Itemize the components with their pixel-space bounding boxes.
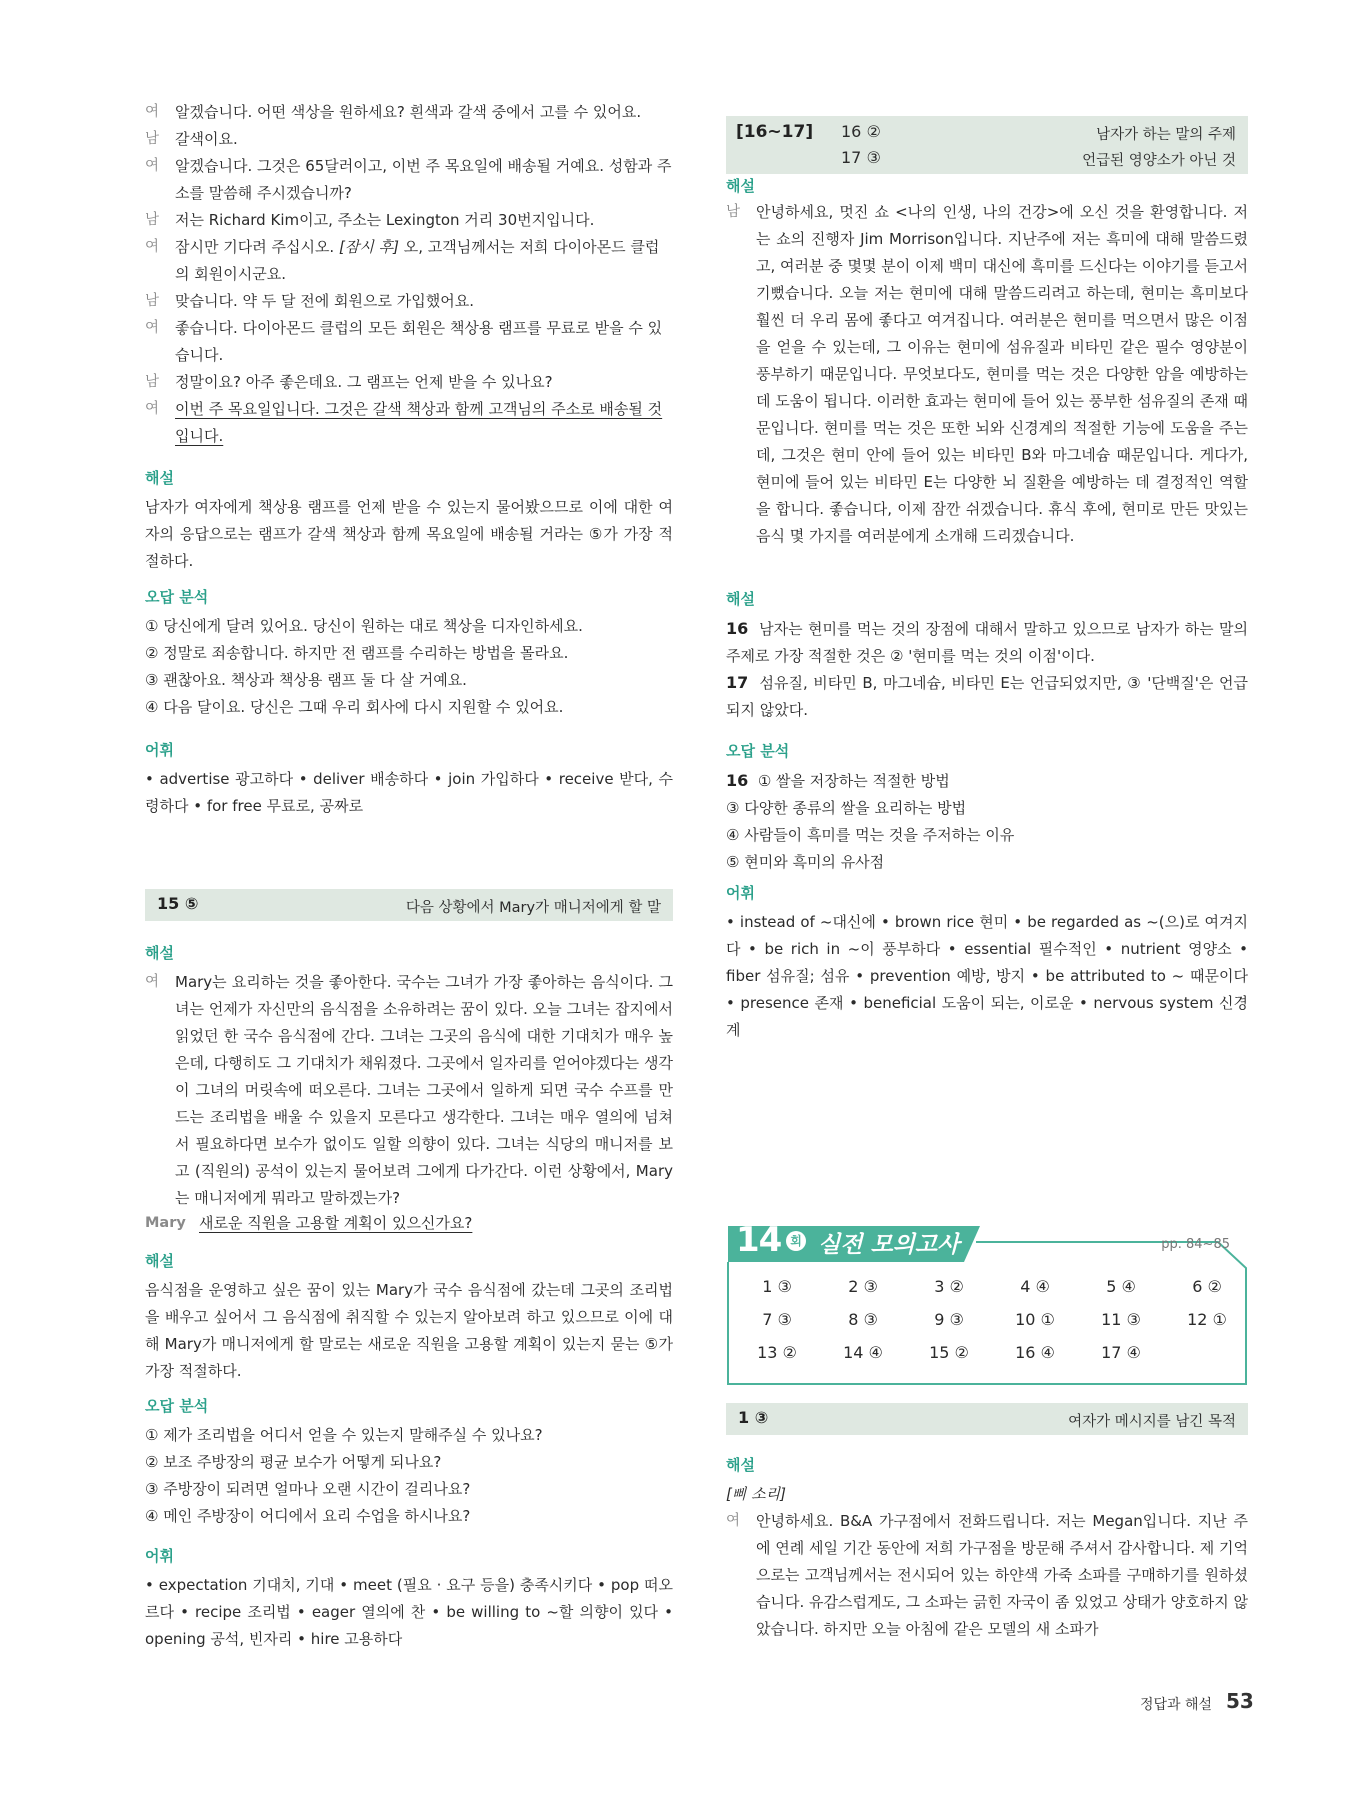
answer-row: 1 ③ 2 ③ 3 ② 4 ④ 5 ④ 6 ② — [762, 1277, 1222, 1296]
question-bar-16-17: [16~17] 16 ② 남자가 하는 말의 주제 17 ③ 언급된 영양소가 아닌 것 — [726, 116, 1248, 174]
section-label-haeseol: 해설 — [726, 590, 755, 608]
dialogue-line: 여 잠시만 기다려 주십시오. [잠시 후] 오, 고객님께서는 저희 다이아몬드 클럽의 회원이시군요. — [145, 238, 660, 283]
list-item: ① 제가 조리법을 어디서 얻을 수 있는지 말해주실 수 있나요? — [145, 1426, 543, 1444]
section-label-vocab: 어휘 — [145, 741, 174, 759]
dialogue-line: 남 맞습니다. 약 두 달 전에 회원으로 가입했어요. — [145, 292, 474, 310]
dialogue-line: 남 갈색이요. — [145, 130, 238, 148]
vocab-text: • expectation 기대치, 기대 • meet (필요 · 요구 등을) 충족시키다 • pop 떠오르다 • recipe 조리법 • eager 열의에 찬 • be willing to ~할 의향이 있다 • opening 공석, 빈자리 • hire 고용하다 — [145, 1576, 673, 1648]
test-pages: pp. 84~85 — [1161, 1237, 1230, 1252]
section-label-haeseol: 해설 — [145, 1252, 174, 1270]
section-label-haeseol: 해설 — [726, 1456, 755, 1474]
section-label-haeseol: 해설 — [145, 944, 174, 962]
dialogue-line: 남 정말이요? 아주 좋은데요. 그 램프는 언제 받을 수 있나요? — [145, 373, 553, 391]
message-text: 여 안녕하세요. B&A 가구점에서 전화드립니다. 저는 Megan입니다. 지난 주에 연례 세일 기간 동안에 저희 가구점을 방문해 주셔서 감사합니다. 제 기억으로는 고객님께서는 전시되어 있는 하얀색 가죽 소파를 구매하기를 원하셨습니다. 유감스럽게도, 그 소파는 긁힌 자국이 좀 있었고 상태가 양호하지 않았습니다. 하지만 오늘 아침에 같은 모델의 새 소파가 — [726, 1512, 1248, 1638]
list-item: ① 당신에게 달려 있어요. 당신이 원하는 대로 책상을 디자인하세요. — [145, 617, 583, 635]
sound-cue: [삐 소리] — [726, 1485, 786, 1503]
dialogue-line-answer: 여 이번 주 목요일입니다. 그것은 갈색 책상과 함께 고객님의 주소로 배송될 것입니다. — [145, 400, 663, 445]
explanation-text: 남자가 여자에게 책상용 램프를 언제 받을 수 있는지 물어봤으므로 이에 대한 여자의 응답으로는 램프가 갈색 책상과 함께 목요일에 배송될 거라는 ⑤가 가장 적절하다. — [145, 498, 673, 570]
footer-label: 정답과 해설 — [1140, 1697, 1213, 1713]
list-item: ④ 사람들이 흑미를 먹는 것을 주저하는 이유 — [726, 826, 1015, 844]
vocab-text: • instead of ~대신에 • brown rice 현미 • be regarded as ~(으)로 여겨지다 • be rich in ~이 풍부하다 • essential 필수적인 • nutrient 영양소 • fiber 섬유질; 섬유 • prevention 예방, 방지 • be attributed to ~ 때문이다 • presence 존재 • beneficial 도움이 되는, 이로운 • nervous system 신경계 — [726, 913, 1248, 1039]
vocab-text: • advertise 광고하다 • deliver 배송하다 • join 가입하다 • receive 받다, 수령하다 • for free 무료로, 공짜로 — [145, 770, 673, 815]
dialogue-line: 남 저는 Richard Kim이고, 주소는 Lexington 거리 30번지입니다. — [145, 211, 595, 229]
explanation-17: 17 섬유질, 비타민 B, 마그네슘, 비타민 E는 언급되었지만, ③ '단백질'은 언급되지 않았다. — [726, 673, 1248, 719]
list-item: 16 ① 쌀을 저장하는 적절한 방법 — [726, 771, 950, 790]
test-hoe-badge: 회 — [786, 1231, 806, 1251]
list-item: ④ 메인 주방장이 어디에서 요리 수업을 하시나요? — [145, 1507, 471, 1525]
answer-key-box — [726, 1222, 1248, 1386]
question-bar-15: 15 ⑤ 다음 상황에서 Mary가 매니저에게 할 말 — [145, 889, 673, 921]
wrong-answer-list — [145, 613, 673, 721]
page-number: 53 — [1226, 1689, 1254, 1713]
section-label-vocab: 어휘 — [145, 1547, 174, 1565]
explanation-text: 음식점을 운영하고 싶은 꿈이 있는 Mary가 국수 음식점에 갔는데 그곳의 조리법을 배우고 싶어서 그 음식점에 취직할 수 있는지 알아보려 하고 있으므로 이에 대해 Mary가 매니저에게 할 말로는 새로운 직원을 고용할 계획이 있는지 묻는 ⑤가 가장 적절하다. — [145, 1281, 673, 1380]
section-label-odap: 오답 분석 — [145, 1397, 209, 1415]
list-item: ③ 다양한 종류의 쌀을 요리하는 방법 — [726, 799, 967, 817]
list-item: ② 정말로 죄송합니다. 하지만 전 램프를 수리하는 방법을 몰라요. — [145, 644, 569, 662]
list-item: ③ 괜찮아요. 책상과 책상용 램프 둘 다 살 거예요. — [145, 671, 467, 689]
section-label-haeseol: 해설 — [726, 177, 755, 195]
answer-row: 13 ② 14 ④ 15 ② 16 ④ 17 ④ — [757, 1343, 1141, 1362]
list-item: ③ 주방장이 되려면 얼마나 오랜 시간이 걸리나요? — [145, 1480, 471, 1498]
dialogue-line: 여 좋습니다. 다이아몬드 클럽의 모든 회원은 책상용 램프를 무료로 받을 수 있습니다. — [145, 319, 663, 364]
section-label-vocab: 어휘 — [726, 884, 755, 902]
dialogue-line: 여 알겠습니다. 그것은 65달러이고, 이번 주 목요일에 배송될 거예요. 성함과 주소를 말씀해 주시겠습니까? — [145, 157, 672, 202]
explanation-16: 16 남자는 현미를 먹는 것의 장점에 대해서 말하고 있으므로 남자가 하는 말의 주제로 가장 적절한 것은 ② '현미를 먹는 것의 이점'이다. — [726, 619, 1248, 665]
speech: 남 안녕하세요, 멋진 쇼 <나의 인생, 나의 건강>에 오신 것을 환영합니다. 저는 쇼의 진행자 Jim Morrison입니다. 지난주에 저는 흑미에 대해 말씀드렸고, 여러분 중 몇몇 분이 이제 백미 대신에 흑미를 드신다는 이야기를 듣고서 기뻤습니다. 오늘 저는 현미에 대해 말씀드리려고 하는데, 현미는 흑미보다 훨씬 더 우리 몸에 좋다고 여겨집니다. 여러분은 현미를 먹으면서 많은 이점을 얻을 수 있는데, 그 이유는 현미에 섬유질과 비타민 같은 필수 영양분이 풍부하기 때문입니다. 무엇보다도, 현미를 먹는 것은 다양한 암을 예방하는 데 도움이 됩니다. 이러한 효과는 현미에 들어 있는 풍부한 섬유질의 존재 때문입니다. 현미를 먹는 것은 또한 뇌와 신경계의 적절한 기능에 도움을 주는데, 그것은 현미 안에 들어 있는 비타민 B와 마그네슘 때문입니다. 게다가, 현미에 들어 있는 비타민 E는 다양한 뇌 질환을 예방하는 데 결정적인 역할을 합니다. 좋습니다, 이제 잠깐 쉬겠습니다. 휴식 후에, 현미로 만든 맛있는 음식 몇 가지를 여러분에게 소개해 드리겠습니다. — [726, 203, 1248, 545]
test-number: 14 — [736, 1220, 782, 1260]
wrong-answer-list — [145, 1422, 673, 1530]
mary-answer: Mary 새로운 직원을 고용할 계획이 있으신가요? — [145, 1214, 473, 1232]
section-label-odap: 오답 분석 — [145, 588, 209, 606]
answer-row: 7 ③ 8 ③ 9 ③ 10 ① 11 ③ 12 ① — [762, 1310, 1227, 1329]
section-label-odap: 오답 분석 — [726, 742, 790, 760]
list-item: ④ 다음 달이요. 당신은 그때 우리 회사에 다시 지원할 수 있어요. — [145, 698, 564, 716]
list-item: ② 보조 주방장의 평균 보수가 어떻게 되나요? — [145, 1453, 442, 1471]
section-label-haeseol: 해설 — [145, 469, 174, 487]
question-bar-1: 1 ③ 여자가 메시지를 남긴 목적 — [726, 1403, 1248, 1435]
narration: 여 Mary는 요리하는 것을 좋아한다. 국수는 그녀가 가장 좋아하는 음식이다. 그녀는 언제가 자신만의 음식점을 소유하려는 꿈이 있다. 오늘 그녀는 잡지에서 읽었던 한 국수 음식점에 간다. 그녀는 그곳의 음식에 대한 기대치가 매우 높은데, 다행히도 그 기대치가 채워졌다. 그곳에서 일자리를 얻어야겠다는 생각이 그녀의 머릿속에 떠오른다. 그녀는 그곳에서 일하게 되면 국수 수프를 만드는 조리법을 배울 수 있을지 모른다고 생각한다. 그녀는 매우 열의에 넘쳐서 필요하다면 보수가 없이도 일할 의향이 있다. 그녀는 식당의 매니저를 보고 (직원의) 공석이 있는지 물어보려 그에게 다가간다. 이런 상황에서, Mary는 매니저에게 뭐라고 말하겠는가? — [145, 973, 673, 1207]
dialogue-line: 여 알겠습니다. 어떤 색상을 원하세요? 흰색과 갈색 중에서 고를 수 있어요. — [145, 103, 642, 121]
list-item: ⑤ 현미와 흑미의 유사점 — [726, 853, 885, 871]
wrong-answer-list — [726, 767, 1248, 876]
test-title: 실전 모의고사 — [818, 1232, 960, 1258]
